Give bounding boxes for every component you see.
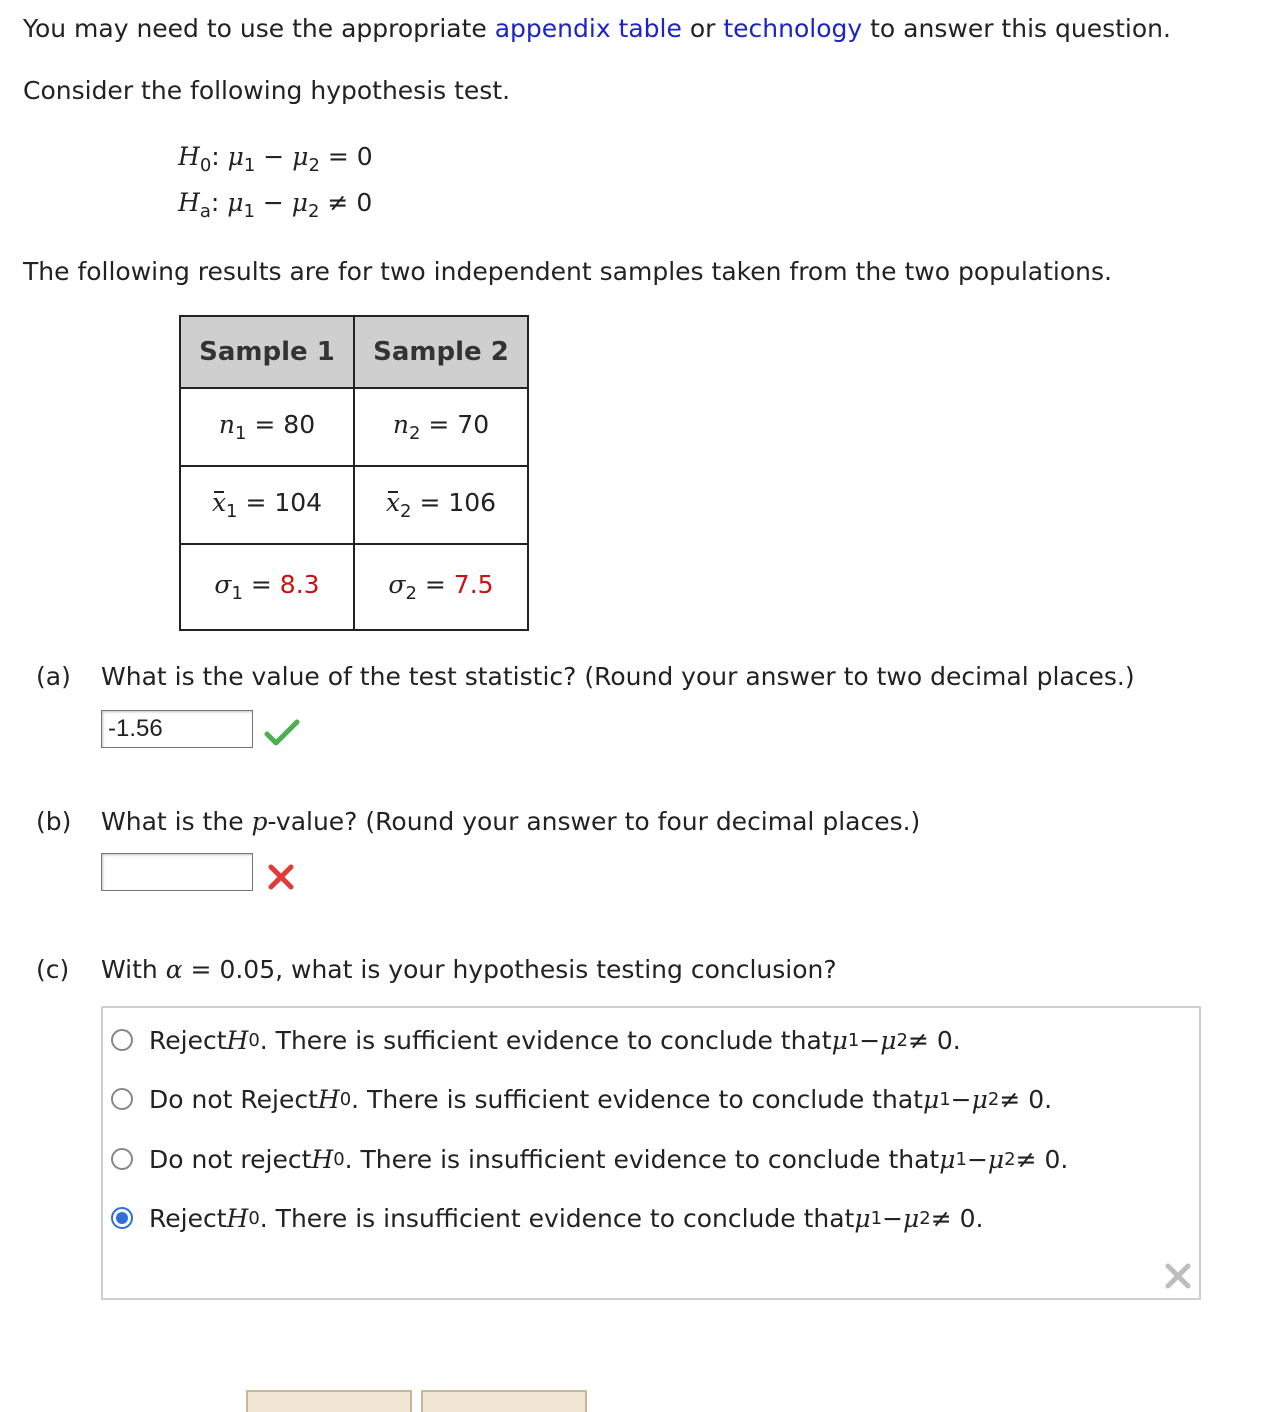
header-sample-1: Sample 1 (180, 316, 354, 388)
radio-option-4-selected[interactable] (111, 1207, 133, 1229)
q-text: = 0.05, what is your hypothesis testing conclusion? (182, 955, 837, 984)
part-a-question: What is the value of the test statistic? (Round your answer to two decimal places.) (101, 662, 1135, 691)
mu-symbol: μ (831, 1025, 848, 1055)
subscript: 0 (248, 1029, 260, 1051)
results-text: The following results are for two independent samples taken from the two populations. (23, 257, 1112, 286)
ha-relation: ≠ 0 (327, 188, 373, 217)
header-sample-2: Sample 2 (354, 316, 528, 388)
option-text: . There is insufficient evidence to conclude that (259, 1203, 855, 1233)
subscript: 2 (409, 423, 421, 444)
alpha-symbol: α (165, 955, 183, 984)
n2-cell (354, 388, 528, 466)
action-button-1[interactable] (246, 1390, 412, 1412)
h0-subscript: 0 (199, 155, 212, 176)
sigma1-value: 8.3 (279, 570, 320, 599)
p-value-input[interactable] (101, 853, 253, 891)
instruction-middle: or (681, 14, 724, 43)
subscript: 2 (896, 1029, 908, 1051)
equals-sign: = (242, 570, 280, 599)
subscript: 1 (231, 583, 243, 604)
minus-sign: − (882, 1203, 904, 1233)
subscript: 2 (1004, 1148, 1016, 1170)
subscript: 2 (400, 501, 412, 522)
null-hypothesis: $H_0$: $\mu_1 - \mu_2 = 0$ (178, 142, 373, 176)
subscript: 1 (955, 1148, 967, 1170)
mu-symbol: μ (903, 1203, 920, 1233)
option-4[interactable] (111, 1198, 983, 1238)
subscript: 2 (405, 583, 417, 604)
option-text: . There is insufficient evidence to conclude that (344, 1144, 940, 1174)
minus-sign: − (950, 1084, 972, 1114)
option-1[interactable] (111, 1020, 961, 1060)
subscript: 1 (847, 1029, 860, 1051)
part-b-question (101, 807, 920, 836)
mu-subscript: 2 (308, 155, 320, 176)
check-icon (264, 718, 300, 748)
mu-symbol: μ (880, 1025, 897, 1055)
test-statistic-input[interactable] (101, 710, 253, 748)
q-text: With (101, 955, 166, 984)
n-symbol: n (392, 410, 409, 439)
minus-sign: − (859, 1025, 881, 1055)
option-text: Reject (149, 1025, 227, 1055)
h-symbol: H (226, 1203, 249, 1233)
appendix-table-link[interactable]: appendix table (494, 14, 682, 43)
instruction-prefix: You may need to use the appropriate (23, 14, 495, 43)
h0-relation: = 0 (327, 142, 373, 171)
mu-symbol: μ (987, 1144, 1005, 1174)
h-symbol: H (311, 1144, 334, 1174)
h0-symbol: H (178, 142, 200, 171)
sigma2-value: 7.5 (453, 570, 494, 599)
option-text: Do not reject (149, 1144, 312, 1174)
n2-value: = 70 (420, 410, 490, 439)
n-symbol: n (218, 410, 235, 439)
subscript: 0 (248, 1207, 260, 1229)
option-text: . There is sufficient evidence to conclude that (351, 1084, 923, 1114)
p-symbol: p (251, 807, 268, 836)
action-button-2[interactable] (421, 1390, 587, 1412)
q-text: -value? (Round your answer to four decimal places.) (267, 807, 921, 836)
conclusion-options (101, 1006, 1201, 1300)
n1-cell (180, 388, 354, 466)
part-c-question (101, 955, 837, 984)
option-tail: ≠ 0. (999, 1084, 1053, 1114)
sigma-symbol: σ (214, 570, 232, 599)
mu-symbol: μ (854, 1203, 871, 1233)
x2-cell (354, 466, 528, 544)
alternative-hypothesis: $H_a$: $\mu_1 - \mu_2 \ne 0$ (178, 188, 373, 222)
sigma1-cell (180, 544, 354, 630)
instruction-suffix: to answer this question. (862, 14, 1171, 43)
subscript: 0 (333, 1148, 345, 1170)
part-c-label: (c) (36, 955, 70, 984)
x1-value: = 104 (237, 488, 323, 517)
minus-sign: − (966, 1144, 988, 1174)
minus-sign: − (254, 188, 292, 217)
mu-symbol: μ (971, 1084, 988, 1114)
subscript: 1 (870, 1207, 883, 1229)
subscript: 1 (235, 423, 247, 444)
sample-table (179, 315, 529, 631)
option-tail: ≠ 0. (907, 1025, 961, 1055)
subscript: 1 (939, 1088, 951, 1110)
option-3[interactable] (111, 1139, 1068, 1179)
n1-value: = 80 (246, 410, 316, 439)
option-text: . There is sufficient evidence to conclude that (259, 1025, 832, 1055)
subscript: 2 (987, 1088, 1000, 1110)
instruction-text (23, 14, 1171, 43)
part-a-label: (a) (36, 662, 71, 691)
mu-subscript: 1 (243, 201, 255, 222)
subscript: 2 (919, 1207, 931, 1229)
subscript: 0 (339, 1088, 352, 1110)
option-2[interactable] (111, 1079, 1052, 1119)
radio-option-1[interactable] (111, 1029, 133, 1051)
xbar-symbol: x (385, 488, 401, 517)
sigma2-cell (354, 544, 528, 630)
mu-symbol: μ (939, 1144, 956, 1174)
option-tail: ≠ 0. (930, 1203, 984, 1233)
minus-sign: − (255, 142, 293, 171)
mu-symbol: μ (227, 188, 244, 217)
subscript: 1 (226, 501, 238, 522)
h-symbol: H (226, 1025, 249, 1055)
equals-sign: = (416, 570, 454, 599)
mu-symbol: μ (292, 142, 309, 171)
option-text: Do not Reject (149, 1084, 318, 1114)
xbar-symbol: x (211, 488, 227, 517)
technology-link[interactable]: technology (723, 14, 863, 43)
option-tail: ≠ 0. (1015, 1144, 1069, 1174)
radio-option-2[interactable] (111, 1088, 133, 1110)
x2-value: = 106 (411, 488, 497, 517)
q-text: What is the (101, 807, 252, 836)
ha-symbol: H (178, 188, 200, 217)
mu-symbol: μ (291, 188, 309, 217)
cross-icon (266, 863, 296, 891)
ha-subscript: a (199, 201, 211, 222)
mu-symbol: μ (227, 142, 244, 171)
sigma-symbol: σ (388, 570, 406, 599)
part-b-label: (b) (36, 807, 72, 836)
radio-option-3[interactable] (111, 1148, 133, 1170)
mu-subscript: 2 (308, 201, 320, 222)
h-symbol: H (317, 1084, 340, 1114)
consider-text: Consider the following hypothesis test. (23, 76, 511, 105)
x1-cell (180, 466, 354, 544)
grey-cross-icon (1163, 1262, 1193, 1290)
option-text: Reject (149, 1203, 227, 1233)
mu-subscript: 1 (243, 155, 256, 176)
mu-symbol: μ (922, 1084, 940, 1114)
